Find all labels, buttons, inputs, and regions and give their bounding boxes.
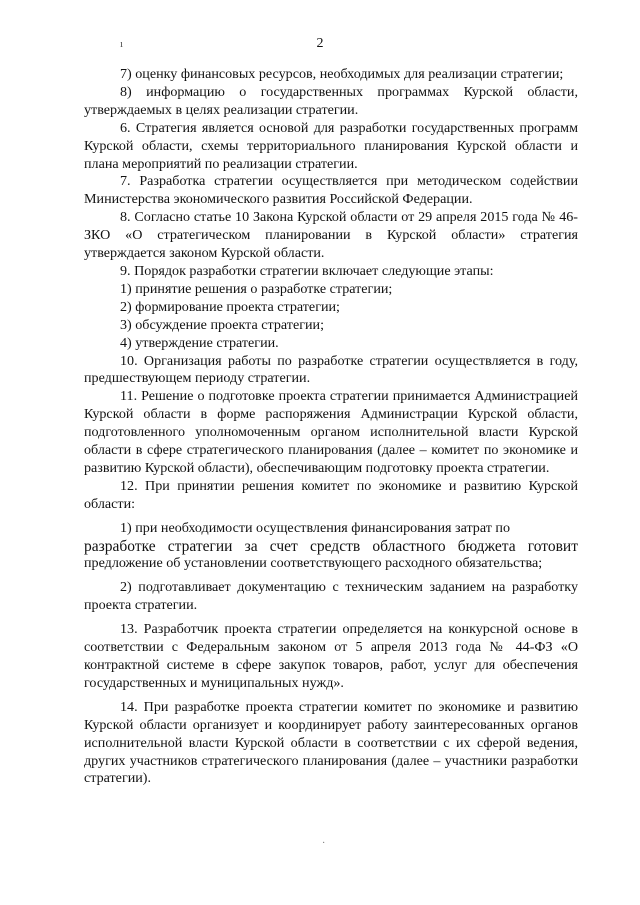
stage-4: 4) утверждение стратегии. <box>120 334 279 351</box>
stage-3: 3) обсуждение проекта стратегии; <box>120 316 324 333</box>
stray-mark: ı <box>120 38 124 50</box>
page-number: 2 <box>316 36 324 51</box>
paragraph-item-8: 8) информацию о государственных программах Курской области, утверждаемых в целях реализации стратегии. <box>84 83 578 118</box>
paragraph-12-item-1-line-3: предложение об установлении соответствующего расходного обязательства; <box>84 555 543 572</box>
paragraph-11: 11. Решение о подготовке проекта стратегии принимается Администрацией Курской области в форме распоряжения Администрации Курской области, подготовленного уполномоченным органом исполнительной власти Курской области в сфере стратегического планирования (далее – комитет по экономике и развитию Курской области), обеспечивающим подготовку проекта стратегии. <box>84 388 578 476</box>
paragraph-12-item-1-line-2: разработке стратегии за счет средств областного бюджета готовит <box>84 537 578 555</box>
paragraph-12-item-2: 2) подготавливает документацию с техническим заданием на разработку проекта стратегии. <box>84 579 578 614</box>
stage-1: 1) принятие решения о разработке стратегии; <box>120 280 393 297</box>
paragraph-14: 14. При разработке проекта стратегии комитет по экономике и развитию Курской области организует и координирует работу заинтересованных органов исполнительной власти Курской области в соответствии с их сферой ведения, других участников стратегического планирования (далее – участники разработки стратегии). <box>84 698 578 787</box>
paragraph-6: 6. Стратегия является основой для разработки государственных программ Курской области, схемы территориального планирования Курской области и плана мероприятий по реализации стратегии. <box>84 119 578 172</box>
paragraph-9: 9. Порядок разработки стратегии включает следующие этапы: <box>120 262 494 279</box>
paragraph-12-item-1-line-1: 1) при необходимости осуществления финансирования затрат по <box>120 519 511 536</box>
paragraph-13: 13. Разработчик проекта стратегии определяется на конкурсной основе в соответствии с Федеральным законом от 5 апреля 2013 года № 44-ФЗ «О контрактной системе в сфере закупок товаров, работ, услуг для обеспечения государственных и муниципальных нужд». <box>84 621 578 691</box>
paragraph-10: 10. Организация работы по разработке стратегии осуществляется в году, предшествующем периоду стратегии. <box>84 352 578 387</box>
scan-speck: · <box>322 838 326 849</box>
paragraph-item-7: 7) оценку финансовых ресурсов, необходимых для реализации стратегии; <box>120 66 564 82</box>
paragraph-7: 7. Разработка стратегии осуществляется при методическом содействии Министерства экономического развития Российской Федерации. <box>84 173 578 208</box>
paragraph-12: 12. При принятии решения комитет по экономике и развитию Курской области: <box>84 477 578 512</box>
stage-2: 2) формирование проекта стратегии; <box>120 298 340 315</box>
paragraph-8: 8. Согласно статье 10 Закона Курской области от 29 апреля 2015 года № 46-ЗКО «О стратегическом планировании в Курской области» стратегия утверждается законом Курской области. <box>84 209 578 262</box>
document-body <box>84 66 578 788</box>
